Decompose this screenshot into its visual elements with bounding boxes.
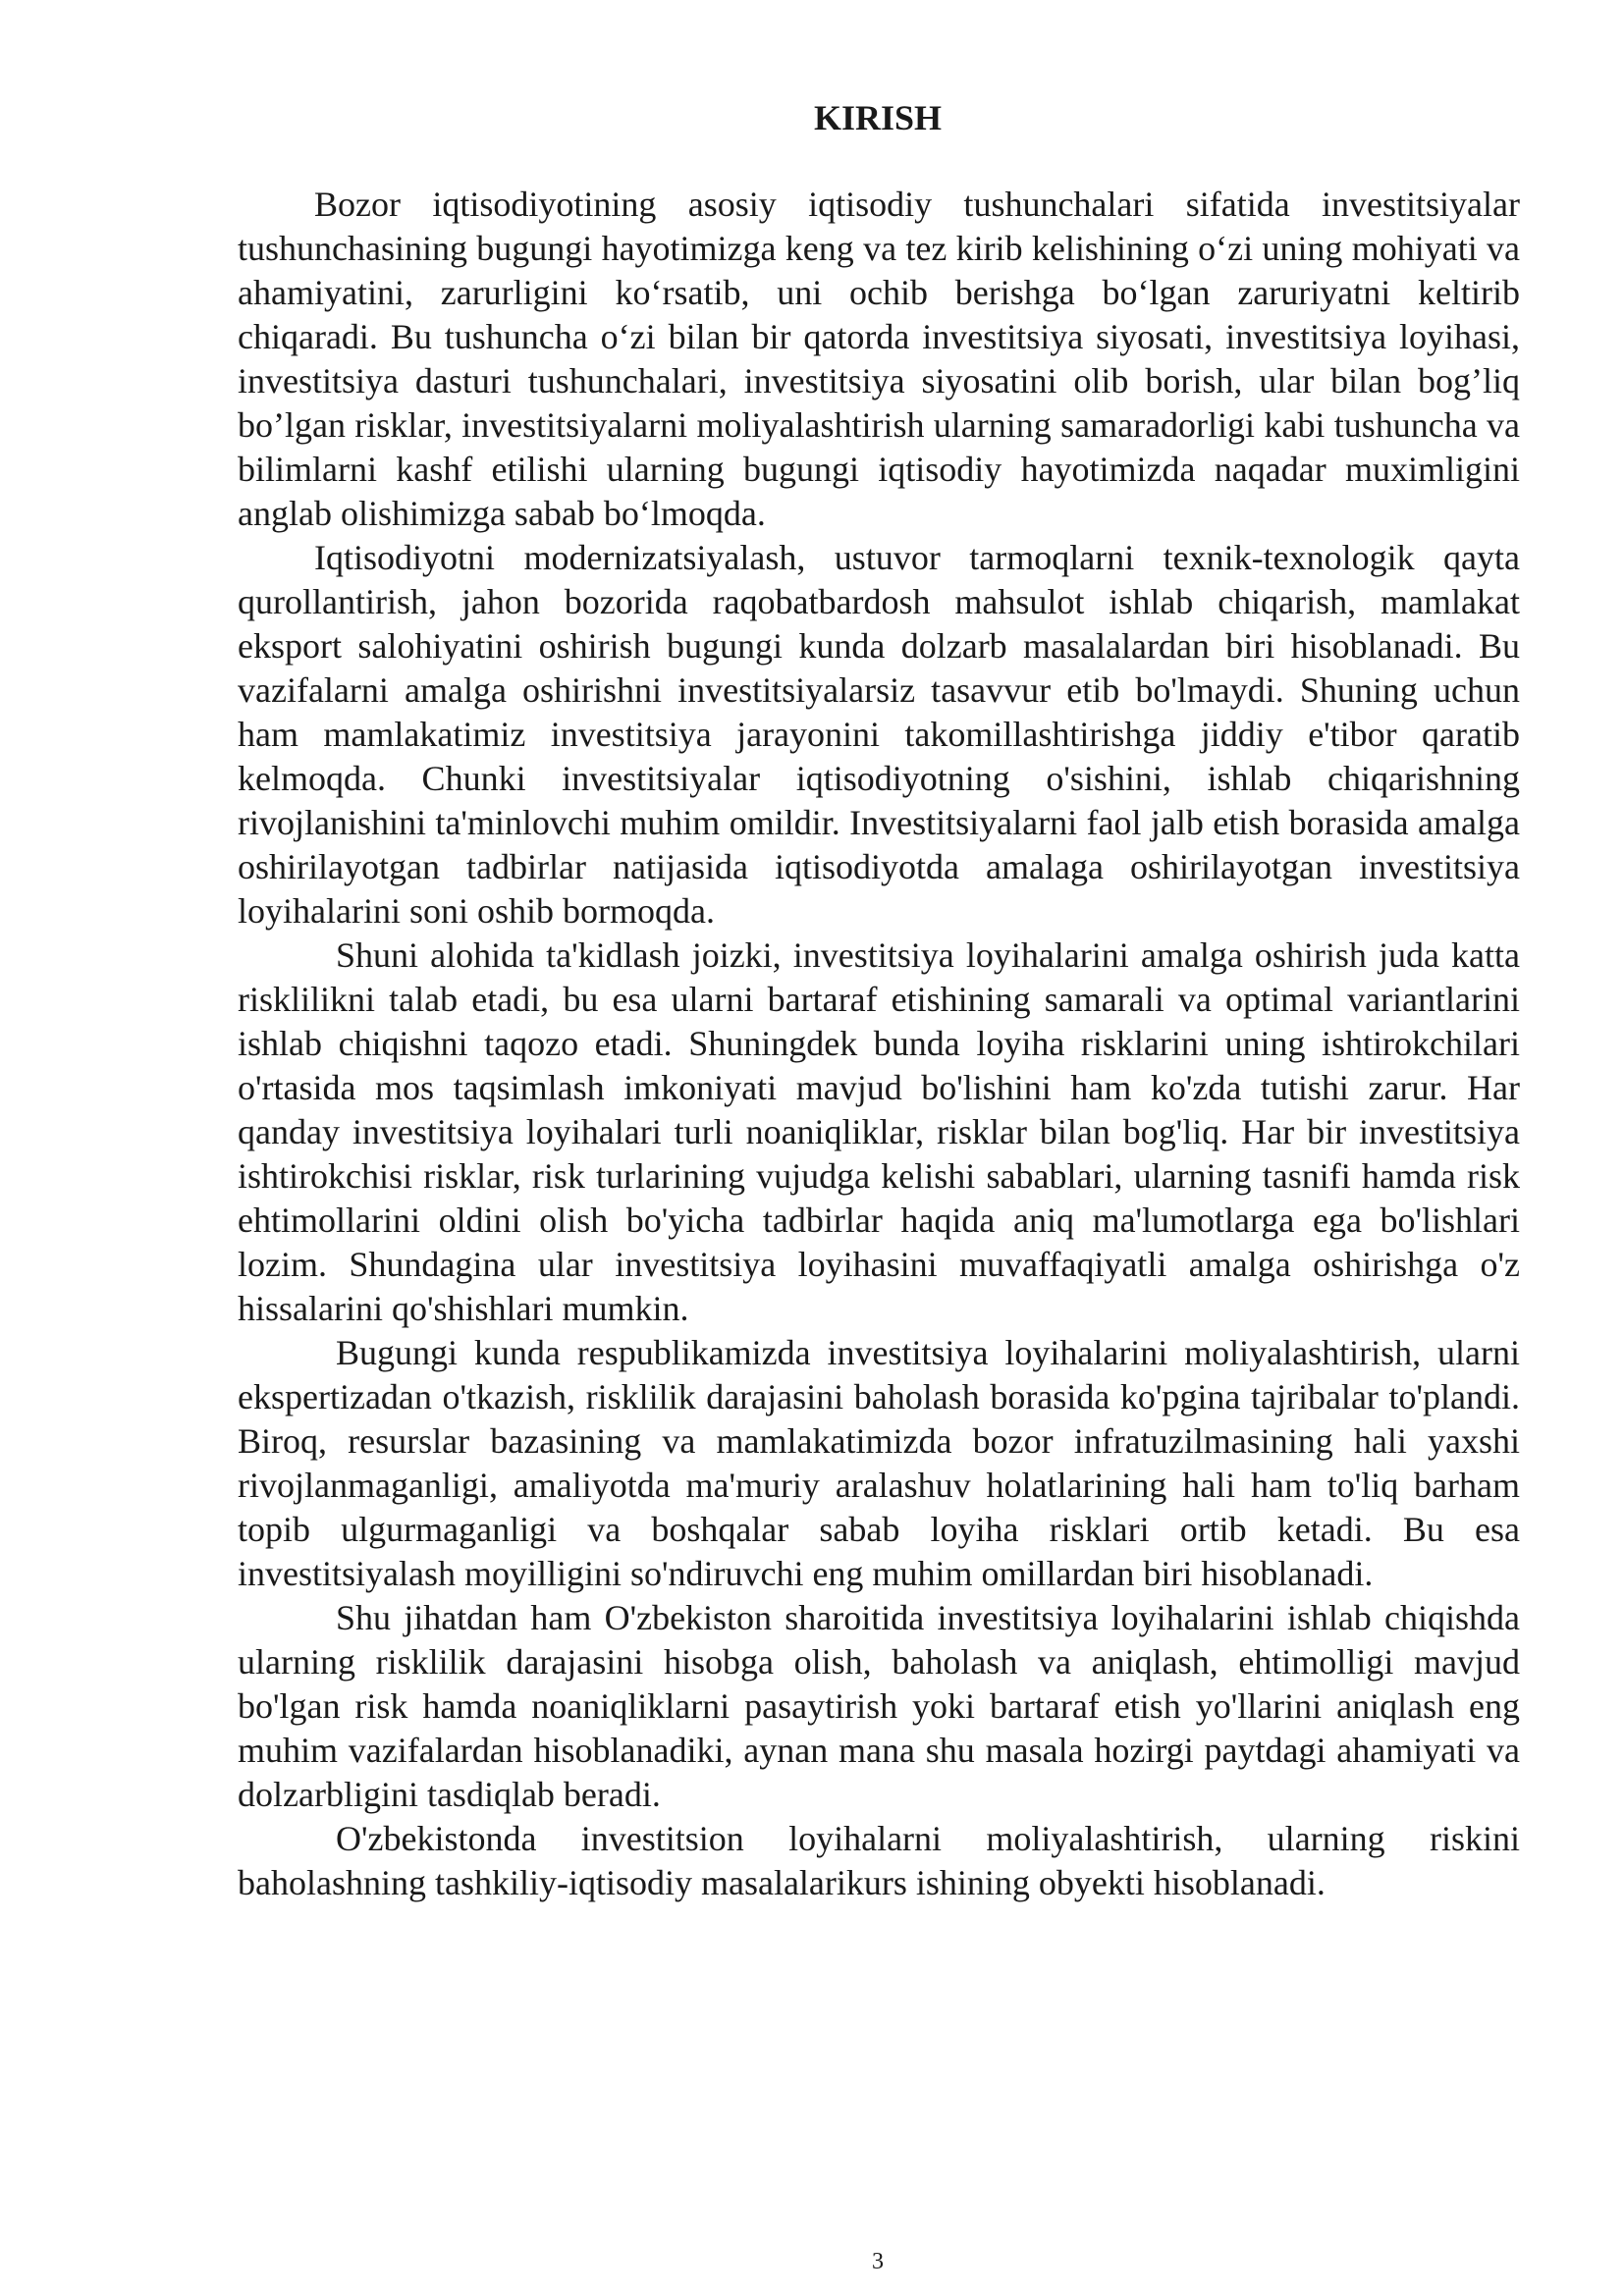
page-title: KIRISH: [813, 98, 943, 137]
paragraph-5: Shu jihatdan ham O'zbekiston sharoitida investitsiya loyihalarini ishlab chiqishda ularning risklilik darajasini hisobga olish, baholash va aniqlash, ehtimolligi mavjud bo'lgan risk hamda noaniqliklarni pasaytirish yoki bartaraf etish yo'llarini aniqlash eng muhim vazifalardan hisoblanadiki, aynan mana shu masala hozirgi paytdagi ahamiyati va dolzarbligini tasdiqlab beradi.: [238, 1598, 1520, 1814]
paragraph-1: Bozor iqtisodiyotining asosiy iqtisodiy tushunchalari sifatida investitsiyalar tushunchasining bugungi hayotimizga keng va tez kirib kelishining o‘zi uning mohiyati va ahamiyatini, zarurligini ko‘rsatib, uni ochib berishga bo‘lgan zaruriyatni keltirib chiqaradi. Bu tushuncha o‘zi bilan bir qatorda investitsiya siyosati, investitsiya loyihasi, investitsiya dasturi tushunchalari, investitsiya siyosatini olib borish, ular bilan bog’liq bo’lgan risklar, investitsiyalarni moliyalashtirish ularning samaradorligi kabi tushuncha va bilimlarni kashf etilishi ularning bugungi iqtisodiy hayotimizda naqadar muximligini anglab olishimizga sabab bo‘lmoqda.: [238, 185, 1520, 533]
paragraph-2: Iqtisodiyotni modernizatsiyalash, ustuvor tarmoqlarni texnik-texnologik qayta qurollantirish, jahon bozorida raqobatbardosh mahsulot ishlab chiqarish, mamlakat eksport salohiyatini oshirish bugungi kunda dolzarb masalalardan biri hisoblanadi. Bu vazifalarni amalga oshirishni investitsiyalarsiz tasavvur etib bo'lmaydi. Shuning uchun ham mamlakatimiz investitsiya jarayonini takomillashtirishga jiddiy e'tibor qaratib kelmoqda. Chunki investitsiyalar iqtisodiyotning o'sishini, ishlab chiqarishning rivojlanishini ta'minlovchi muhim omildir. Investitsiyalarni faol jalb etish borasida amalga oshirilayotgan tadbirlar natijasida iqtisodiyotda amalaga oshirilayotgan investitsiya loyihalarini soni oshib bormoqda.: [238, 538, 1520, 931]
paragraph-3: Shuni alohida ta'kidlash joizki, investitsiya loyihalarini amalga oshirish juda katta risklilikni talab etadi, bu esa ularni bartaraf etishining samarali va optimal variantlarini ishlab chiqishni taqozo etadi. Shuningdek bunda loyiha risklarini uning ishtirokchilari o'rtasida mos taqsimlash imkoniyati mavjud bo'lishini ham ko'zda tutishi zarur. Har qanday investitsiya loyihalari turli noaniqliklar, risklar bilan bog'liq. Har bir investitsiya ishtirokchisi risklar, risk turlarining vujudga kelishi sabablari, ularning tasnifi hamda risk ehtimollarini oldini olish bo'yicha tadbirlar haqida aniq ma'lumotlarga ega bo'lishlari lozim. Shundagina ular investitsiya loyihasini muvaffaqiyatli amalga oshirishga o'z hissalarini qo'shishlari mumkin.: [238, 935, 1520, 1328]
paragraph-4: Bugungi kunda respublikamizda investitsiya loyihalarini moliyalashtirish, ularni ekspertizadan o'tkazish, risklilik darajasini baholash borasida ko'pgina tajribalar to'plandi. Biroq, resurslar bazasining va mamlakatimizda bozor infratuzilmasining hali yaxshi rivojlanmaganligi, amaliyotda ma'muriy aralashuv holatlarining hali ham to'liq barham topib ulgurmaganligi va boshqalar sabab loyiha risklari ortib ketadi. Bu esa investitsiyalash moyilligini so'ndiruvchi eng muhim omillardan biri hisoblanadi.: [238, 1333, 1520, 1593]
paragraph-6: O'zbekistonda investitsion loyihalarni moliyalashtirish, ularning riskini baholashning tashkiliy-iqtisodiy masalalarikurs ishining obyekti hisoblanadi.: [238, 1819, 1520, 1902]
page-number: 3: [872, 2249, 884, 2274]
body-text: [238, 183, 1520, 1905]
